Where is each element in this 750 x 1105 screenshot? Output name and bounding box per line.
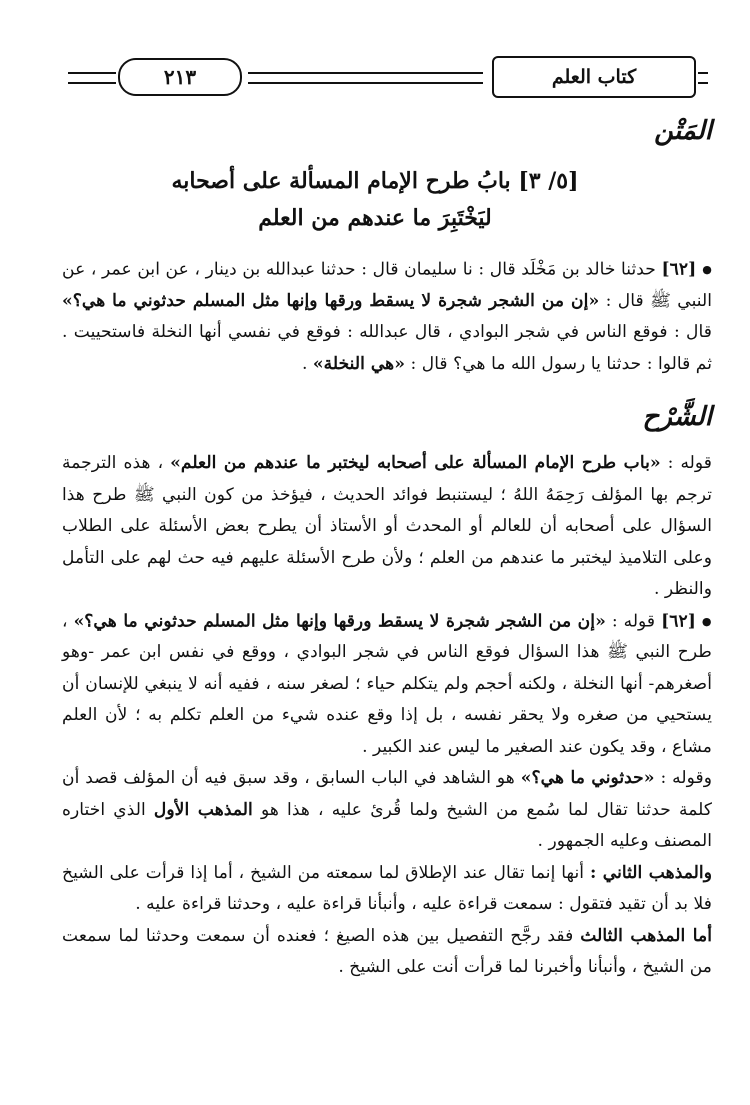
hadith-quote: «إن من الشجر شجرة لا يسقط ورقها وإنها مثل المسلم حدثوني ما هي؟» — [62, 290, 600, 311]
commentary-paragraph-2: ● [٦٢] قوله : «إن من الشجر شجرة لا يسقط ورقها وإنها مثل المسلم حدثوني ما هي؟» ، طرح النبي ﷺ هذا السؤال فوقع الناس في شجر البوادي ، ووقع في نفس ابن عمر -وهو أصغرهم- أنها النخلة ، ولكنه أحجم ولم يتكلم حياء ؛ لصغر سنه ، ففيه أنه لا ينبغي للإنسان أن يستحيي من صغره ولا يحقر نفسه ، بل إذا وقع عنده شيء من العلم تكلم به ؛ لأن العلم مشاع ، وقد يكون عند الصغير ما ليس عند الكبير . — [62, 606, 712, 764]
hadith-text — [62, 254, 712, 380]
header-rule-left — [68, 72, 116, 84]
commentary-paragraph-1: قوله : «باب طرح الإمام المسألة على أصحابه ليختبر ما عندهم من العلم» ، هذه الترجمة ترجم بها المؤلف رَحِمَهُ اللهُ ؛ ليستنبط فوائد الحديث ، فيؤخذ من كون النبي ﷺ طرح هذا السؤال على أصحابه أن للعالم أو المحدث أو الأستاذ أن يطرح بعض الأسئلة على الطلاب وعلى التلاميذ ليختبر ما عندهم من العلم ؛ ولأن طرح الأسئلة عليهم فيه حث لهم على التأمل والنظر . — [62, 453, 713, 599]
section-label-sharh: الشَّرْح — [642, 402, 712, 432]
section-label-matn: المَتْن — [654, 116, 712, 146]
commentary-text — [62, 448, 712, 984]
commentary-paragraph-5: أما المذهب الثالث فقد رجَّح التفصيل بين هذه الصيغ ؛ فعنده أن سمعت وحدثنا لما سمعت من الشيخ ، وأنبأنا وأخبرنا لما قرأت أنت على الشيخ . — [62, 925, 712, 978]
hadith-end: . — [301, 353, 308, 374]
chapter-heading-line1: [٥/ ٣] بابُ طرح الإمام المسألة على أصحابه — [171, 168, 579, 194]
hadith-answer: «هي النخلة» — [312, 353, 405, 374]
hadith-middle: قال : فوقع الناس في شجر البوادي ، قال عبدالله : فوقع في نفسي أنها النخلة فاستحييت . ثم قالوا : حدثنا يا رسول الله ما هي؟ قال : — [62, 322, 712, 374]
page-number: ٢١٣ — [118, 58, 242, 96]
header-rule-middle — [248, 72, 483, 84]
page-header — [68, 56, 708, 96]
hadith-intro: حدثنا خالد بن مَخْلَد قال : نا سليمان قال : حدثنا عبدالله بن دينار ، عن ابن عمر ، عن النبي ﷺ قال : — [62, 259, 713, 311]
chapter-heading-line2: ليَخْتَبِرَ ما عندهم من العلم — [258, 205, 492, 231]
book-title: كتاب العلم — [492, 56, 696, 98]
hadith-number: [٦٢] — [661, 259, 697, 280]
commentary-paragraph-3: وقوله : «حدثوني ما هي؟» هو الشاهد في الباب السابق ، وقد سبق فيه أن المؤلف قصد أن كلمة حدثنا تقال لما سُمع من الشيخ ولما قُرئ عليه ، هذا هو المذهب الأول الذي اختاره المصنف وعليه الجمهور . — [62, 768, 713, 852]
hadith-bullet — [696, 259, 712, 279]
header-rule-right — [698, 72, 708, 84]
commentary-paragraph-4: والمذهب الثاني : أنها إنما تقال عند الإطلاق لما سمعته من الشيخ ، أما إذا قرأت على الشيخ فلا بد أن تقيد فتقول : سمعت قراءة عليه ، وأنبأنا قراءة عليه ، وحدثنا قراءة عليه . — [62, 862, 712, 915]
